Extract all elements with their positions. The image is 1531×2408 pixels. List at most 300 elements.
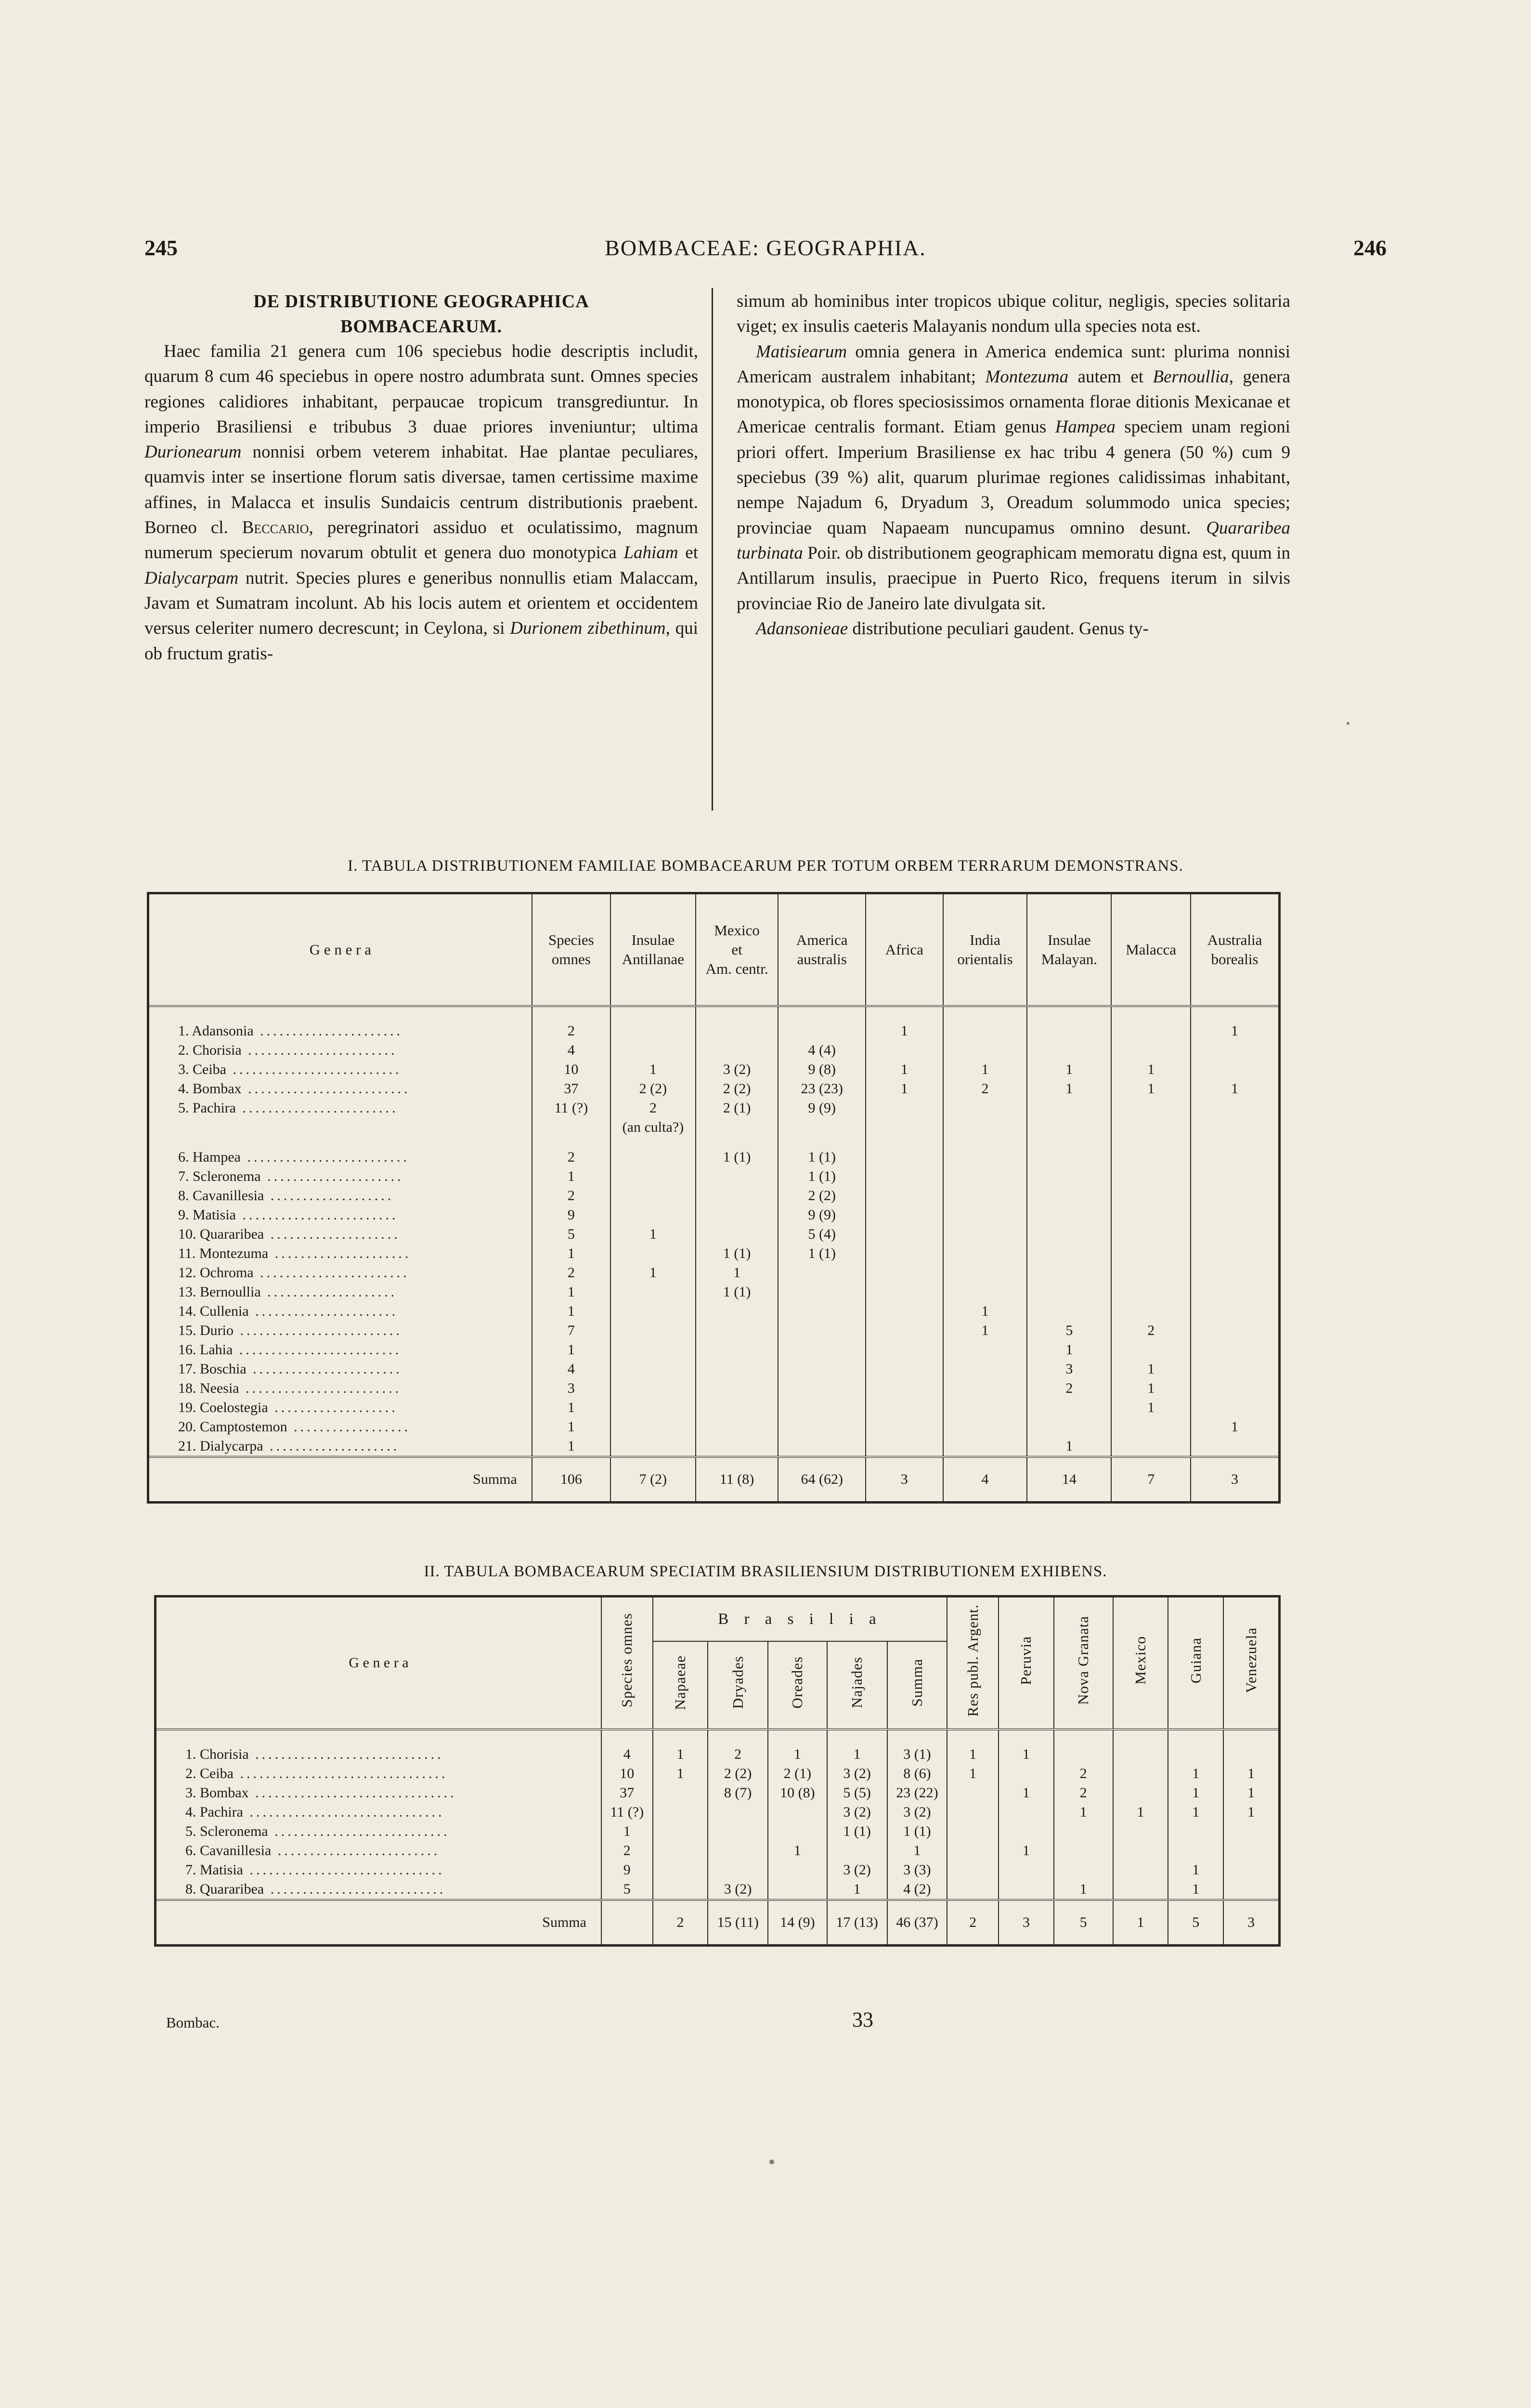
value-cell: 1 bbox=[999, 1783, 1054, 1803]
value-cell bbox=[778, 1006, 866, 1041]
summa-value bbox=[601, 1900, 653, 1946]
genus-cell bbox=[148, 1244, 532, 1263]
value-cell bbox=[653, 1822, 708, 1841]
genus-name: 10. Quararibea bbox=[178, 1226, 264, 1242]
table-row bbox=[148, 1205, 1280, 1225]
value-cell: 1 bbox=[1247, 1766, 1255, 1781]
genus-name: 5. Pachira bbox=[178, 1100, 236, 1116]
value-cell bbox=[653, 1803, 708, 1822]
genus-name: 12. Ochroma bbox=[178, 1265, 254, 1281]
leader-dots: ........................ bbox=[235, 1100, 399, 1116]
genus-cell bbox=[148, 1437, 532, 1457]
table-row bbox=[148, 1302, 1280, 1321]
value-cell bbox=[947, 1803, 999, 1822]
running-title: BOMBACEAE: GEOGRAPHIA. bbox=[605, 236, 926, 260]
text-span: Poir. ob distributionem geographicam memoratu digna est, quum in Antillarum insulis, praecipue in Puerto Rico, frequens iterum in silvis provinciae Rio de Janeiro late divulgata sit. bbox=[737, 543, 1290, 614]
summa-value: 5 bbox=[1168, 1900, 1223, 1946]
value-cell bbox=[1191, 1041, 1279, 1060]
table1-distribution-world bbox=[147, 892, 1281, 1504]
value-cell bbox=[610, 1302, 696, 1321]
header-text: Napaeae bbox=[671, 1655, 688, 1710]
value-cell bbox=[1191, 1186, 1279, 1205]
value-cell bbox=[653, 1860, 708, 1880]
value-cell: 1 (1) bbox=[778, 1167, 866, 1186]
leader-dots: ................... bbox=[264, 1188, 394, 1204]
value-cell bbox=[1054, 1729, 1113, 1764]
value-cell bbox=[696, 1417, 778, 1437]
value-cell bbox=[1027, 1283, 1111, 1302]
value-cell: 37 bbox=[601, 1783, 653, 1803]
summa-value: 11 (8) bbox=[696, 1457, 778, 1503]
value-cell bbox=[943, 1340, 1027, 1360]
header-line: omnes bbox=[551, 951, 591, 968]
value-cell: 1 bbox=[1247, 1785, 1255, 1801]
value-cell bbox=[1191, 1118, 1279, 1137]
value-cell bbox=[1027, 1186, 1111, 1205]
value-cell bbox=[1113, 1860, 1168, 1880]
value-cell: 2 (1) bbox=[696, 1099, 778, 1118]
value-cell: 8 (7) bbox=[708, 1783, 768, 1803]
value-cell: 1 bbox=[1111, 1079, 1191, 1099]
value-cell bbox=[696, 1186, 778, 1205]
value-cell: 2 bbox=[943, 1079, 1027, 1099]
col-species-omnes bbox=[601, 1597, 653, 1730]
summa-value: 7 (2) bbox=[610, 1457, 696, 1503]
value-cell bbox=[1054, 1860, 1113, 1880]
value-cell bbox=[768, 1880, 827, 1900]
leader-dots: .............................. bbox=[243, 1804, 445, 1820]
col-australia-borealis bbox=[1191, 893, 1279, 1007]
table2-summa-row bbox=[156, 1900, 1280, 1946]
value-cell bbox=[1113, 1841, 1168, 1860]
value-cell bbox=[943, 1225, 1027, 1244]
leader-dots: ......................... bbox=[233, 1342, 402, 1358]
header-line: australis bbox=[797, 951, 847, 968]
value-cell: 1 bbox=[1231, 1419, 1239, 1435]
header-text: Najades bbox=[848, 1657, 866, 1708]
value-cell bbox=[610, 1321, 696, 1340]
value-cell bbox=[610, 1006, 696, 1041]
text-span: omnia genera in America endemica sunt: plurima nonnisi Americam australem inhabitant; bbox=[737, 341, 1290, 387]
value-cell bbox=[943, 1244, 1027, 1263]
value-cell bbox=[532, 1118, 610, 1137]
leader-dots: ......................... bbox=[234, 1322, 402, 1338]
genus-cell bbox=[148, 1302, 532, 1321]
value-cell: 4 (2) bbox=[887, 1880, 947, 1900]
value-cell bbox=[866, 1244, 943, 1263]
table-row bbox=[156, 1764, 1280, 1783]
table1-caption: I. TABULA DISTRIBUTIONEM FAMILIAE BOMBACEARUM PER TOTUM ORBEM TERRARUM DEMONSTRANS. bbox=[348, 857, 1183, 875]
header-line: Am. centr. bbox=[705, 960, 768, 977]
value-cell bbox=[1054, 1822, 1113, 1841]
value-cell: 1 (1) bbox=[696, 1244, 778, 1263]
value-cell bbox=[1111, 1118, 1191, 1137]
paragraph-right-3 bbox=[737, 616, 1290, 641]
value-cell: 1 bbox=[532, 1417, 610, 1437]
value-cell: 2 bbox=[532, 1006, 610, 1041]
summa-value: 106 bbox=[532, 1457, 610, 1503]
leader-dots: .................... bbox=[264, 1226, 401, 1242]
text-span: distributione peculiari gaudent. Genus ty- bbox=[848, 618, 1149, 639]
col-genera: G e n e r a bbox=[148, 893, 532, 1007]
value-cell: 1 bbox=[1027, 1060, 1111, 1079]
header-text: Guiana bbox=[1187, 1637, 1204, 1684]
value-cell bbox=[696, 1340, 778, 1360]
value-cell bbox=[1113, 1729, 1168, 1764]
value-cell bbox=[1223, 1729, 1279, 1764]
genus-name: 6. Cavanillesia bbox=[185, 1843, 272, 1858]
value-cell: 1 bbox=[532, 1283, 610, 1302]
value-cell: 3 (2) bbox=[708, 1880, 768, 1900]
genus-cell bbox=[148, 1060, 532, 1079]
header-text: Res publ. Argent. bbox=[964, 1604, 981, 1717]
value-cell bbox=[943, 1398, 1027, 1417]
value-cell: 5 (4) bbox=[778, 1225, 866, 1244]
value-cell bbox=[696, 1006, 778, 1041]
value-cell: 1 bbox=[1168, 1860, 1223, 1880]
value-cell: 1 bbox=[827, 1880, 887, 1900]
genus-cell bbox=[148, 1137, 532, 1167]
value-cell: 1 bbox=[768, 1841, 827, 1860]
header-text: Mexico bbox=[1131, 1636, 1149, 1685]
value-cell: 2 bbox=[532, 1263, 610, 1283]
value-cell bbox=[1168, 1822, 1223, 1841]
value-cell: 1 bbox=[866, 1060, 943, 1079]
value-cell bbox=[1027, 1041, 1111, 1060]
italic-term: Quararibea turbinata bbox=[737, 518, 1290, 563]
text-span: speciem unam regioni priori offert. Imperium Brasiliense ex hac tribu 4 genera (50 %) cum 9 speciebus (39 %) alit, quarum plurimae regiones calidissimas inhabitant, nempe Najadum 6, Dryadum 3, Oreadum solummodo unica species; provinciae quam Napaeam nuncupamus omnino desunt. bbox=[737, 417, 1290, 538]
value-cell bbox=[866, 1137, 943, 1167]
value-cell bbox=[999, 1822, 1054, 1841]
genus-cell bbox=[148, 1079, 532, 1099]
header-line: America bbox=[796, 931, 848, 948]
value-cell: 2 (2) bbox=[778, 1186, 866, 1205]
value-cell: 1 bbox=[943, 1302, 1027, 1321]
table-row bbox=[148, 1137, 1280, 1167]
summa-value: 3 bbox=[866, 1457, 943, 1503]
genus-cell bbox=[148, 1225, 532, 1244]
value-cell: 1 (1) bbox=[778, 1137, 866, 1167]
table-row bbox=[148, 1060, 1280, 1079]
value-cell: 1 bbox=[532, 1340, 610, 1360]
leader-dots: ...................... bbox=[248, 1303, 399, 1319]
leader-dots: ....................... bbox=[241, 1042, 398, 1058]
value-cell bbox=[1191, 1099, 1279, 1118]
value-cell bbox=[1113, 1783, 1168, 1803]
summa-value: 64 (62) bbox=[778, 1457, 866, 1503]
italic-term: Dialycarpam bbox=[144, 568, 239, 588]
value-cell bbox=[778, 1340, 866, 1360]
table-row bbox=[148, 1321, 1280, 1340]
value-cell: 1 bbox=[943, 1321, 1027, 1340]
table-row bbox=[156, 1803, 1280, 1822]
value-cell bbox=[1191, 1205, 1279, 1225]
value-cell bbox=[866, 1118, 943, 1137]
leader-dots: ........................ bbox=[239, 1380, 402, 1396]
genus-cell bbox=[148, 1167, 532, 1186]
page-number-right: 246 bbox=[1353, 236, 1387, 260]
value-cell bbox=[999, 1803, 1054, 1822]
genus-cell bbox=[148, 1417, 532, 1437]
column-rule bbox=[712, 288, 713, 811]
value-cell: 1 bbox=[1247, 1804, 1255, 1820]
value-cell: 5 bbox=[601, 1880, 653, 1900]
value-cell: 3 (2) bbox=[827, 1803, 887, 1822]
italic-term: Matisiearum bbox=[756, 341, 847, 362]
value-cell bbox=[768, 1803, 827, 1822]
col-insulae-antillanae bbox=[610, 893, 696, 1007]
running-head bbox=[144, 235, 1387, 264]
value-cell bbox=[768, 1860, 827, 1880]
leader-dots: ........................... bbox=[268, 1823, 450, 1839]
value-cell bbox=[943, 1379, 1027, 1398]
value-cell bbox=[1027, 1398, 1111, 1417]
leader-dots: ......................... bbox=[271, 1843, 441, 1858]
value-cell: 1 bbox=[532, 1398, 610, 1417]
genus-name: 1. Chorisia bbox=[185, 1746, 249, 1762]
value-cell: 5 (5) bbox=[827, 1783, 887, 1803]
value-cell bbox=[1027, 1118, 1111, 1137]
value-cell: 7 bbox=[532, 1321, 610, 1340]
genus-cell bbox=[156, 1729, 601, 1764]
value-cell bbox=[943, 1205, 1027, 1225]
value-cell bbox=[1111, 1283, 1191, 1302]
leader-dots: ........................... bbox=[264, 1881, 446, 1897]
summa-value: 1 bbox=[1113, 1900, 1168, 1946]
genus-name: 19. Coelostegia bbox=[178, 1400, 268, 1415]
value-cell bbox=[778, 1379, 866, 1398]
value-cell bbox=[778, 1360, 866, 1379]
col-oreades bbox=[768, 1641, 827, 1729]
value-cell bbox=[999, 1880, 1054, 1900]
header-line: Species bbox=[548, 931, 594, 948]
genus-name: 1. Adansonia bbox=[178, 1023, 254, 1039]
value-cell bbox=[768, 1822, 827, 1841]
value-cell: 2 bbox=[708, 1729, 768, 1764]
value-cell: 1 bbox=[610, 1263, 696, 1283]
value-cell bbox=[696, 1321, 778, 1340]
header-line: et bbox=[731, 941, 742, 958]
value-cell: 11 (?) bbox=[601, 1803, 653, 1822]
genus-cell bbox=[156, 1841, 601, 1860]
value-cell bbox=[943, 1099, 1027, 1118]
col-venezuela bbox=[1223, 1597, 1279, 1730]
table-row bbox=[148, 1099, 1280, 1118]
value-cell bbox=[1191, 1340, 1279, 1360]
header-text: Dryades bbox=[729, 1656, 746, 1709]
value-cell: 37 bbox=[532, 1079, 610, 1099]
left-column bbox=[144, 289, 698, 667]
value-cell bbox=[610, 1417, 696, 1437]
leader-dots: ....................... bbox=[253, 1265, 410, 1281]
value-cell bbox=[610, 1244, 696, 1263]
col-insulae-malayan bbox=[1027, 893, 1111, 1007]
section-title-line1: DE DISTRIBUTIONE GEOGRAPHICA bbox=[253, 291, 589, 312]
header-line: Insulae bbox=[631, 931, 675, 948]
genus-name: 18. Neesia bbox=[178, 1380, 239, 1396]
table1-body bbox=[148, 1006, 1280, 1457]
leader-dots: ........................ bbox=[236, 1207, 399, 1223]
genus-cell bbox=[148, 1398, 532, 1417]
value-cell bbox=[1027, 1225, 1111, 1244]
value-cell: 3 (1) bbox=[887, 1729, 947, 1764]
value-cell: 23 (23) bbox=[778, 1079, 866, 1099]
value-cell bbox=[866, 1360, 943, 1379]
value-cell: 3 bbox=[532, 1379, 610, 1398]
genus-cell bbox=[156, 1803, 601, 1822]
value-cell: 3 (3) bbox=[887, 1860, 947, 1880]
leader-dots: .............................. bbox=[243, 1862, 445, 1878]
table-row bbox=[148, 1398, 1280, 1417]
table-row bbox=[148, 1079, 1280, 1099]
value-cell bbox=[778, 1302, 866, 1321]
genus-name: 15. Durio bbox=[178, 1322, 234, 1338]
value-cell bbox=[1111, 1006, 1191, 1041]
value-cell bbox=[610, 1379, 696, 1398]
table-row bbox=[148, 1244, 1280, 1263]
genus-cell bbox=[148, 1283, 532, 1302]
value-cell: 1 bbox=[947, 1729, 999, 1764]
value-cell: 1 bbox=[1111, 1398, 1191, 1417]
right-column bbox=[737, 289, 1290, 641]
genus-cell bbox=[148, 1118, 532, 1137]
value-cell bbox=[866, 1437, 943, 1457]
genus-cell bbox=[148, 1263, 532, 1283]
table-row bbox=[148, 1167, 1280, 1186]
value-cell bbox=[778, 1263, 866, 1283]
value-cell bbox=[708, 1803, 768, 1822]
genus-name: 9. Matisia bbox=[178, 1207, 236, 1223]
value-cell: (an culta?) bbox=[610, 1118, 696, 1137]
header-text: Nova Granata bbox=[1075, 1616, 1092, 1705]
value-cell: 3 (2) bbox=[696, 1060, 778, 1079]
leader-dots: ................................ bbox=[233, 1766, 448, 1781]
table-row bbox=[148, 1006, 1280, 1041]
value-cell bbox=[696, 1225, 778, 1244]
value-cell: 1 bbox=[1111, 1060, 1191, 1079]
footer-signature-number: 33 bbox=[852, 2008, 873, 2031]
value-cell bbox=[1223, 1860, 1279, 1880]
value-cell: 9 bbox=[601, 1860, 653, 1880]
value-cell bbox=[610, 1398, 696, 1417]
value-cell: 9 (9) bbox=[778, 1099, 866, 1118]
value-cell: 1 bbox=[1054, 1803, 1113, 1822]
table-row bbox=[148, 1263, 1280, 1283]
value-cell bbox=[778, 1417, 866, 1437]
leader-dots: .................... bbox=[263, 1438, 400, 1454]
col-napaeae bbox=[653, 1641, 708, 1729]
value-cell bbox=[1027, 1099, 1111, 1118]
summa-value: 2 bbox=[653, 1900, 708, 1946]
col-species-omnes bbox=[532, 893, 610, 1007]
text-span: , peregrinatori assiduo et oculatissimo, magnum numerum specierum novarum obtulit et genera duo monotypica bbox=[144, 518, 699, 563]
col-malacca: Malacca bbox=[1111, 893, 1191, 1007]
italic-term: Lahiam bbox=[623, 543, 678, 563]
value-cell bbox=[866, 1225, 943, 1244]
value-cell: 2 bbox=[532, 1186, 610, 1205]
value-cell bbox=[1027, 1137, 1111, 1167]
col-india-orientalis bbox=[943, 893, 1027, 1007]
value-cell: 2 bbox=[532, 1137, 610, 1167]
value-cell bbox=[1113, 1822, 1168, 1841]
genus-cell bbox=[156, 1860, 601, 1880]
value-cell: 9 bbox=[532, 1205, 610, 1225]
value-cell: 3 (2) bbox=[827, 1764, 887, 1783]
value-cell bbox=[778, 1398, 866, 1417]
value-cell bbox=[696, 1437, 778, 1457]
summa-value: 17 (13) bbox=[827, 1900, 887, 1946]
col-najades bbox=[827, 1641, 887, 1729]
text-span: , genera monotypica, ob flores speciosissimos ornamenta florae ditionis Mexicanae et Americae centralis formant. Etiam genus bbox=[737, 366, 1291, 437]
header-text: Species omnes bbox=[618, 1613, 636, 1708]
col-res-publ-argent bbox=[947, 1597, 999, 1730]
genus-name: 4. Bombax bbox=[178, 1081, 242, 1097]
value-cell bbox=[653, 1880, 708, 1900]
value-cell: 1 bbox=[532, 1244, 610, 1263]
value-cell bbox=[1191, 1244, 1279, 1263]
value-cell bbox=[1191, 1302, 1279, 1321]
leader-dots: ......................... bbox=[241, 1081, 411, 1097]
value-cell: 4 bbox=[532, 1041, 610, 1060]
summa-value: 7 bbox=[1111, 1457, 1191, 1503]
value-cell bbox=[1027, 1263, 1111, 1283]
summa-value: 14 bbox=[1027, 1457, 1111, 1503]
value-cell bbox=[943, 1137, 1027, 1167]
genus-name: 20. Camptostemon bbox=[178, 1419, 287, 1435]
value-cell: 1 bbox=[1168, 1803, 1223, 1822]
table-row bbox=[148, 1041, 1280, 1060]
value-cell: 1 bbox=[1168, 1783, 1223, 1803]
value-cell: 1 (1) bbox=[696, 1137, 778, 1167]
genus-cell bbox=[148, 1006, 532, 1041]
value-cell bbox=[653, 1841, 708, 1860]
value-cell: 1 bbox=[610, 1060, 696, 1079]
col-dryades bbox=[708, 1641, 768, 1729]
header-line: Australia bbox=[1207, 931, 1262, 948]
value-cell bbox=[1168, 1841, 1223, 1860]
value-cell bbox=[1191, 1283, 1279, 1302]
italic-term: Durionearum bbox=[144, 442, 242, 462]
paragraph-right-2 bbox=[737, 340, 1290, 616]
value-cell bbox=[999, 1764, 1054, 1783]
leader-dots: .................... bbox=[260, 1284, 398, 1300]
value-cell: 1 bbox=[866, 1006, 943, 1041]
summa-value: 5 bbox=[1054, 1900, 1113, 1946]
value-cell bbox=[610, 1167, 696, 1186]
value-cell bbox=[947, 1880, 999, 1900]
value-cell: 1 bbox=[827, 1729, 887, 1764]
section-title bbox=[144, 289, 698, 339]
value-cell bbox=[696, 1205, 778, 1225]
table-row bbox=[148, 1379, 1280, 1398]
header-line: Mexico bbox=[714, 922, 760, 939]
value-cell bbox=[866, 1340, 943, 1360]
value-cell bbox=[696, 1379, 778, 1398]
value-cell bbox=[696, 1398, 778, 1417]
table-row bbox=[156, 1841, 1280, 1860]
leader-dots: ............................... bbox=[248, 1785, 457, 1801]
value-cell: 23 (22) bbox=[887, 1783, 947, 1803]
italic-term: Durionem zibethinum bbox=[510, 618, 666, 639]
summa-label: Summa bbox=[148, 1457, 532, 1503]
value-cell bbox=[1191, 1379, 1279, 1398]
value-cell bbox=[866, 1186, 943, 1205]
value-cell bbox=[696, 1167, 778, 1186]
genus-name: 13. Bernoullia bbox=[178, 1284, 261, 1300]
value-cell bbox=[1027, 1205, 1111, 1225]
value-cell: 1 (1) bbox=[887, 1822, 947, 1841]
table-row bbox=[156, 1822, 1280, 1841]
